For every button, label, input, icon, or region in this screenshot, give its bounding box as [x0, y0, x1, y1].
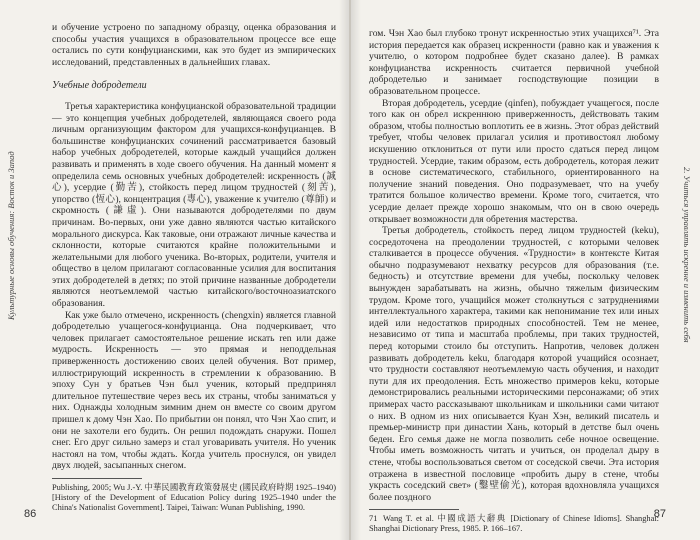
- section-heading: Учебные добродетели: [52, 80, 147, 92]
- right-page: [351, 0, 700, 540]
- paragraph: Третья характеристика конфуцианской образовательной традиции — это концепция учебных добродетелей, являющаяся своего рода личным организующим фактором для учащихся-конфуцианцев. В большинстве конфуцианских сочинений рассматривается базовый набор учебных добродетелей, которые каждый учащийся должен развивать и применять в ходе своего обучения. На данный момент я определила семь основных учебных добродетелей: искренность (誠心), усердие (勤苦), стойкость перед лицом трудностей (刻苦), упорство (恆心), концентрация (專心), уважение к учителю (尊師) и скромность (謙虛). Они называются добродетелями по двум причинам. Во-первых, они уже давно являются частью китайского морального дискурса. Как таковые, они отражают личные качества и склонности, которые считаются крайне положительными и желательными для любого ученика. Во-вторых, родители, учителя и общество в целом прилагают согласованные усилия для воспитания этих добродетелей в детях; по этой причине названные добродетели являются неотъемлемой частью китайского/восточноазиатского образования.: [52, 100, 336, 310]
- paragraph: Как уже было отмечено, искренность (chengxin) является главной добродетелью учащегося-конфуцианца. Она подчеркивает, что человек прилагает самостоятельное решение искать ren или даже мудрость. Искренность — это прямая и неподдельная приверженность достижению своих целей обучения. Вот пример, иллюстрирующий искренность в стремлении к образованию. В эпоху Сун у братьев Чэн был ученик, который предпринял длительное путешествие через весь их страны, чтобы заниматься у них. Однажды холодным зимним днем он вместе со своим другом пришел к дому Чэн Хао. По прибытии он понял, что Чэн Хао спит, и они не захотели его будить. Он решил подождать снаружи. Пошел снег. Его друг сильно замерз и стал уговаривать учителя. Но ученик настоял на том, чтобы ждать. Когда учитель проснулся, он увидел двух людей, засыпанных снегом.: [52, 309, 336, 472]
- left-text-block: [52, 22, 336, 513]
- footnote: [369, 514, 659, 534]
- paragraph: Вторая добродетель, усердие (qinfen), побуждает учащегося, после того как он обрел искреннюю приверженность, действовать таким образом, чтобы полностью воплотить ее в жизнь. Этот образ действий требует, чтобы человек прилагал усилия и противостоял любому искушению отклониться от пути или просто сдаться перед лицом трудностей. Усердие, таким образом, есть добродетель, которая лежит в основе систематического, стабильного, ориентированного на получение знаний поведения. Оно подразумевает, что на учебу тратится большое количество времени. Кроме того, считается, что усердие делает прежде хорошо знакомым, что он в свою очередь открывает возможности для обретения мастерства.: [369, 97, 659, 225]
- paragraph: и обучение устроено по западному образцу, оценка образования и способы участия учащихся в образовательном процессе все еще остались по сути конфуцианскими, как это будет из эмпирических исследований, представленных в дальнейших главах.: [52, 22, 336, 68]
- footnote-number: 71: [369, 514, 378, 524]
- page-shadow: [351, 0, 361, 540]
- footnote: Publishing, 2005; Wu J.-Y. 中華民國教育政策發展史 (國民政府時期 1925–1940) [History of the Development of Education Policy during 1925–1940 under the China's Nationalist Government]. Taipei, Taiwan: Wunan Publishing, 1990.: [52, 482, 336, 512]
- footnote-text: Wang T. et al. 中國成語大辭典 [Dictionary of Chinese Idioms]. Shanghai: Shanghai Dictionary Press, 1985. P. 166–167.: [369, 514, 659, 534]
- footnote-rule: [369, 509, 459, 510]
- left-page: [0, 0, 349, 540]
- running-head-right: 2. Учиться управлять искренне и изменить себя: [682, 167, 692, 343]
- paragraph: Третья добродетель, стойкость перед лицом трудностей (keku), сосредоточена на преодолении трудностей, с которыми человек сталкивается в процессе обучения. «Трудности» в контексте Китая обычно подразумевают нехватку ресурсов для образования (т.е. бедность) и отсутствие времени для учебы, поскольку человек вынужден зарабатывать на жизнь, обычно тяжелым физическим трудом. Кроме того, учащийся может столкнуться с затруднениями интеллектуального характера, такими как непонимание тех или иных идей или недостатков природных способностей. Тем не менее, независимо от типа и масштаба проблемы, при таких трудностей, перед которыми стоило бы отступить. Напротив, человек должен развивать добродетель keku, благодаря которой учащийся осознает, что трудности составляют неотъемлемую часть обучения, и находит пути для их преодоления. Есть множество примеров keku, которые демонстрировались реальными историческими персонажами; об этих примерах часто рассказывают школьникам и школьники сами читают о них. В одном из них описывается Куан Хэн, великий писатель и премьер-министр при династии Хань, который в детстве был очень беден. Его семья даже не могла позволить себе ночное освещение. Чтобы иметь возможность читать и учиться, он проделал дыру в стене, чтобы воспользоваться светом от соседской свечи. Эта история отражена в известной пословице «пробить дыру в стене, чтобы украсть соседский свет» (鑿壁偷光), которая вдохновляла учащихся более поздного: [369, 225, 659, 503]
- page-number-left: 86: [24, 508, 37, 520]
- page-number-right: 87: [653, 508, 666, 520]
- footnote-rule: [52, 478, 142, 479]
- paragraph: гом. Чэн Хао был глубоко тронут искренностью этих учащихся⁷¹. Эта история передается как образец искренности (равно как и уважения к учителю, о котором подробнее будет сказано далее). В рамках конфуцианства искренность считается первичной учебной добродетелью и занимает господствующие позиции в образовательном процессе.: [369, 28, 659, 97]
- right-text-block: [369, 28, 659, 534]
- running-head-left: Культурные основы обучения: Восток и Запад: [6, 151, 16, 320]
- page-shadow: [339, 0, 349, 540]
